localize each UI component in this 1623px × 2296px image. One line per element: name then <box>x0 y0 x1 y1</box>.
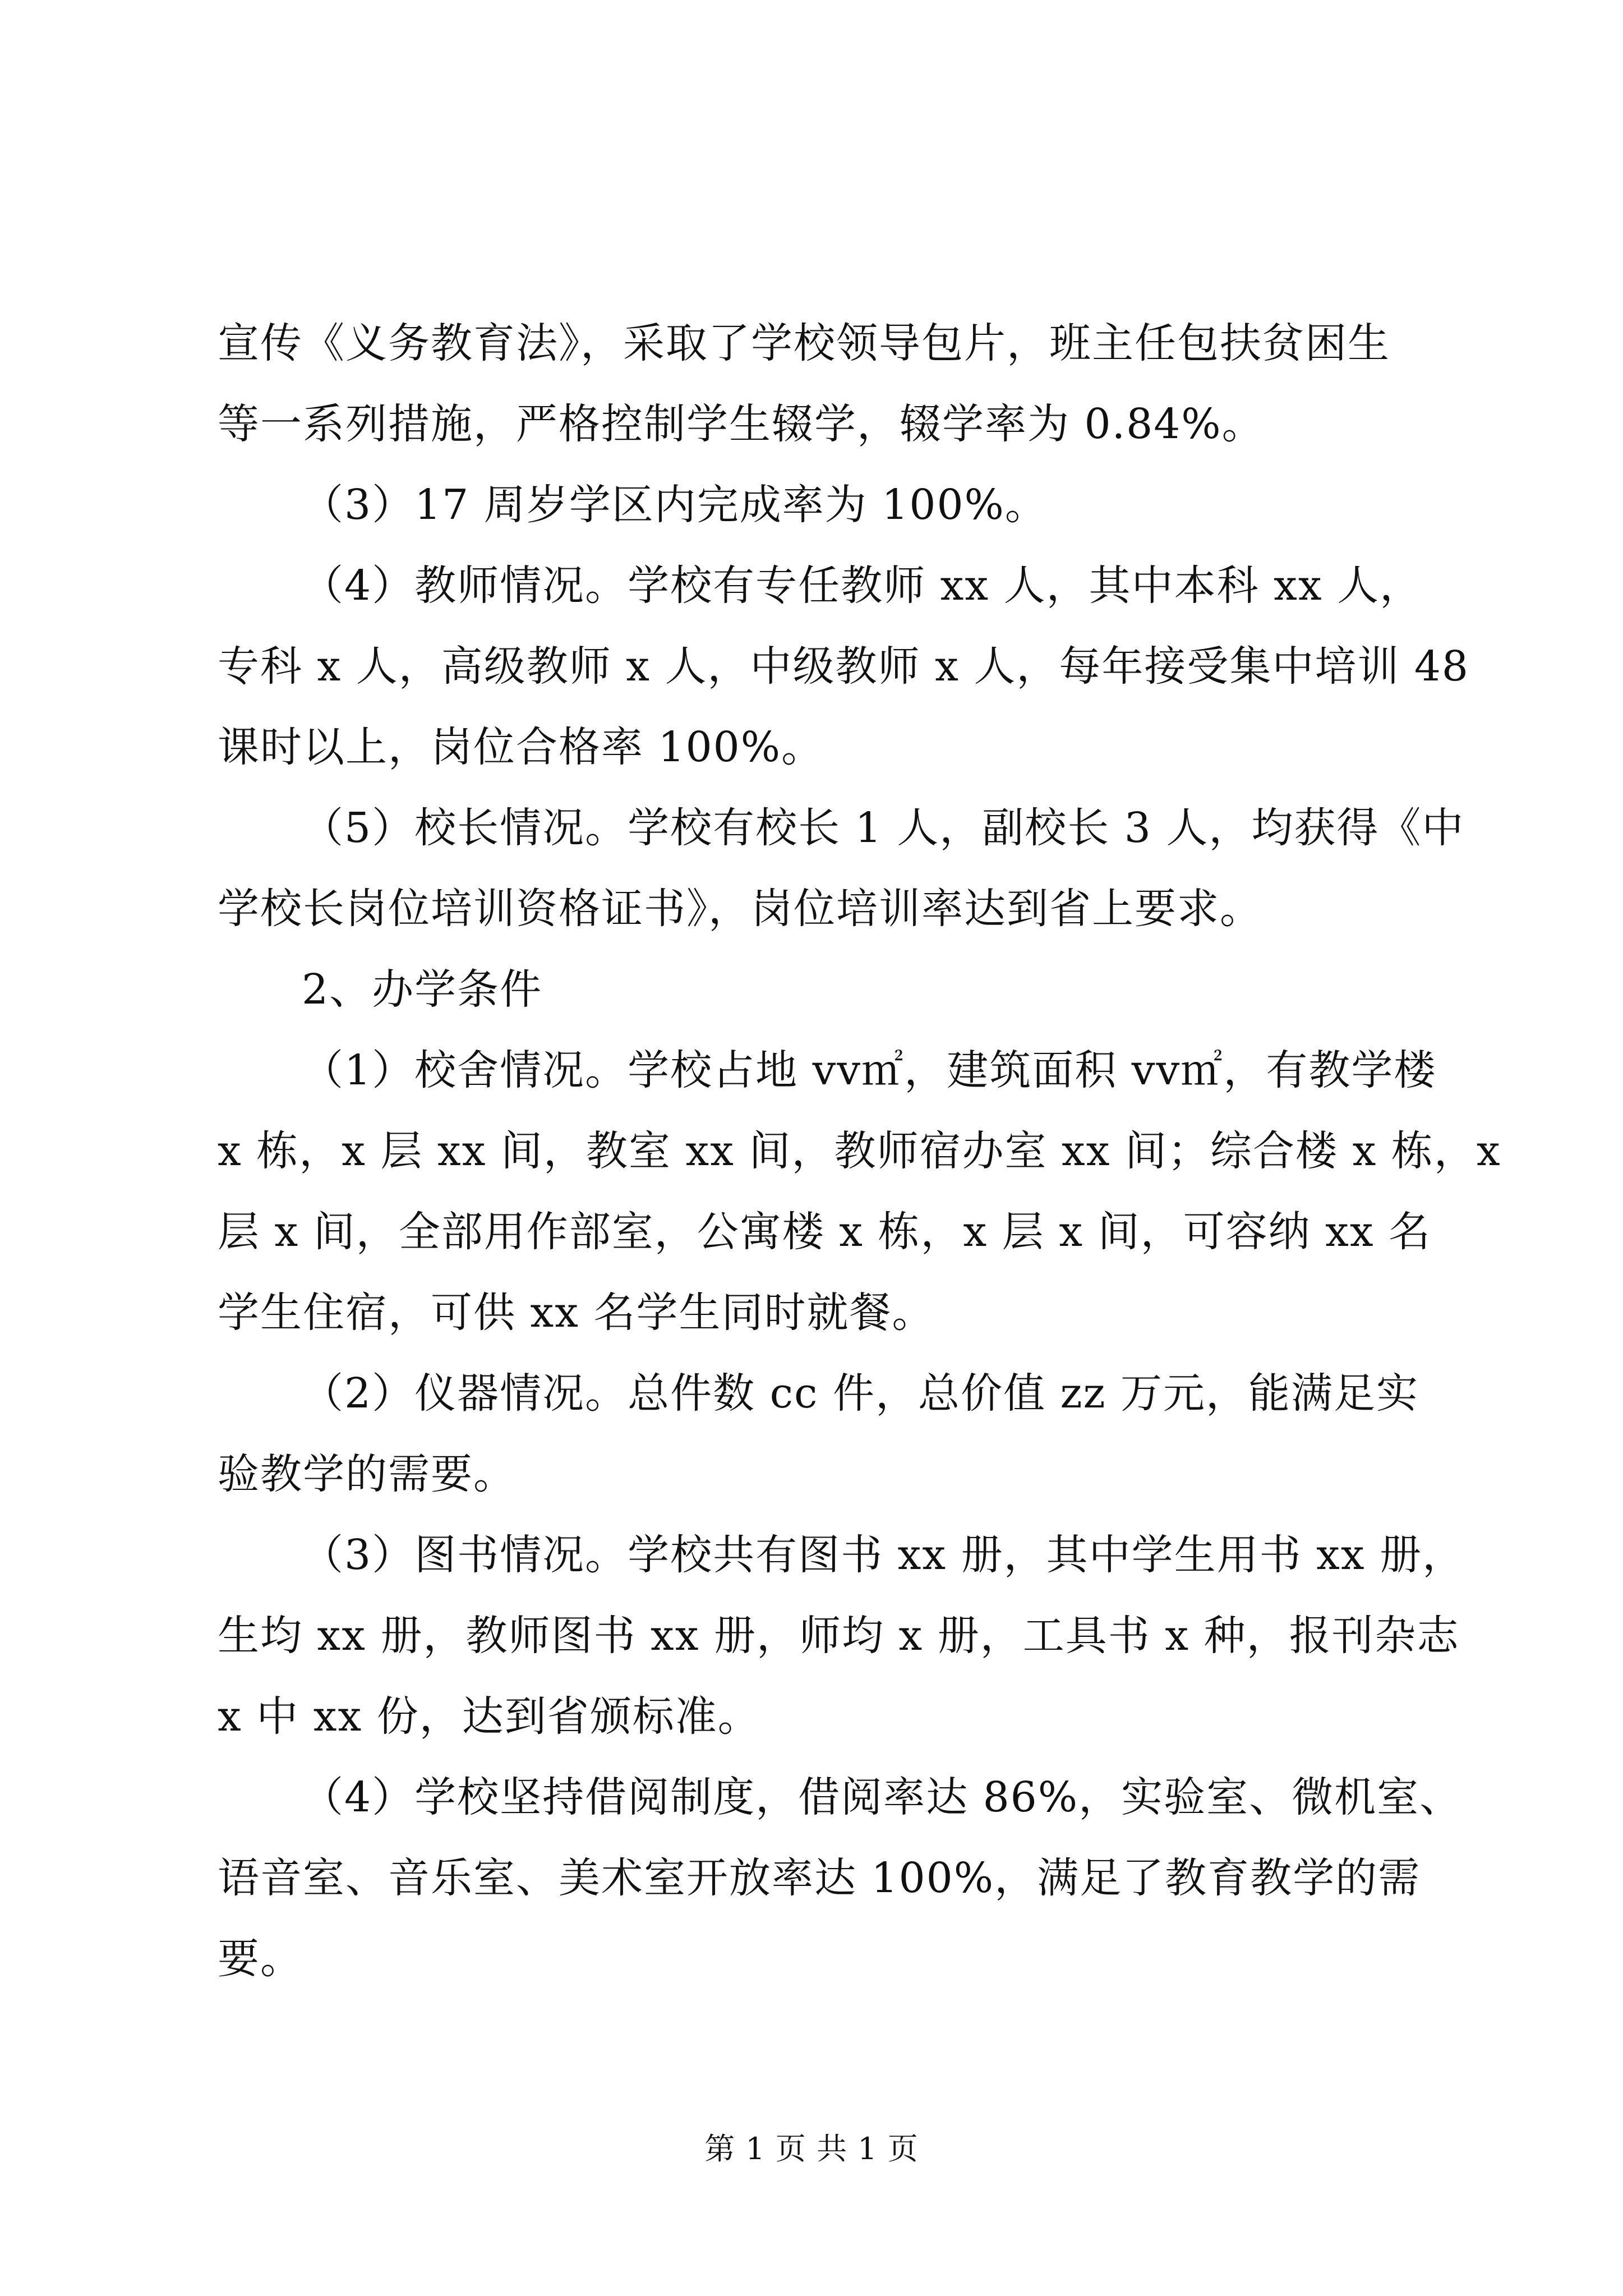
text-line: 等一系列措施，严格控制学生辍学，辍学率为 0.84%。 <box>218 400 1265 448</box>
document-body <box>218 303 1501 1999</box>
text-line: x 中 xx 份，达到省颁标准。 <box>218 1692 760 1741</box>
text-line: x 栋，x 层 xx 间，教室 xx 间，教师宿办室 xx 间；综合楼 x 栋，x <box>218 1127 1501 1175</box>
text-line: 语音室、音乐室、美术室开放率达 100%，满足了教育教学的需 <box>218 1854 1421 1902</box>
text-line: （4）教师情况。学校有专任教师 xx 人，其中本科 xx 人， <box>302 562 1423 610</box>
text-line: （1）校舍情况。学校占地 vv㎡，建筑面积 vv㎡，有教学楼 <box>302 1046 1437 1094</box>
text-line: （4）学校坚持借阅制度，借阅率达 86%，实验室、微机室、 <box>302 1773 1463 1821</box>
text-line: 专科 x 人，高级教师 x 人，中级教师 x 人，每年接受集中培训 48 <box>218 642 1470 691</box>
text-line: （2）仪器情况。总件数 cc 件，总价值 zz 万元，能满足实 <box>302 1369 1419 1418</box>
text-line: 要。 <box>218 1935 303 1983</box>
page-footer: 第 1 页 共 1 页 <box>704 2131 919 2166</box>
text-line: 课时以上，岗位合格率 100%。 <box>218 723 824 771</box>
text-line: （5）校长情况。学校有校长 1 人，副校长 3 人，均获得《中 <box>302 804 1465 852</box>
text-line: （3）17 周岁学区内完成率为 100%。 <box>302 481 1048 529</box>
text-line: （3）图书情况。学校共有图书 xx 册，其中学生用书 xx 册， <box>302 1531 1465 1579</box>
section-heading: 2、办学条件 <box>302 965 543 1014</box>
text-line: 生均 xx 册，教师图书 xx 册，师均 x 册，工具书 x 种，报刊杂志 <box>218 1612 1460 1660</box>
text-line: 宣传《义务教育法》，采取了学校领导包片，班主任包扶贫困生 <box>218 319 1390 367</box>
text-line: 学校长岗位培训资格证书》，岗位培训率达到省上要求。 <box>218 885 1262 933</box>
text-line: 学生住宿，可供 xx 名学生同时就餐。 <box>218 1289 935 1337</box>
text-line: 层 x 间，全部用作部室，公寓楼 x 栋，x 层 x 间，可容纳 xx 名 <box>218 1208 1432 1256</box>
text-line: 验教学的需要。 <box>218 1450 516 1498</box>
